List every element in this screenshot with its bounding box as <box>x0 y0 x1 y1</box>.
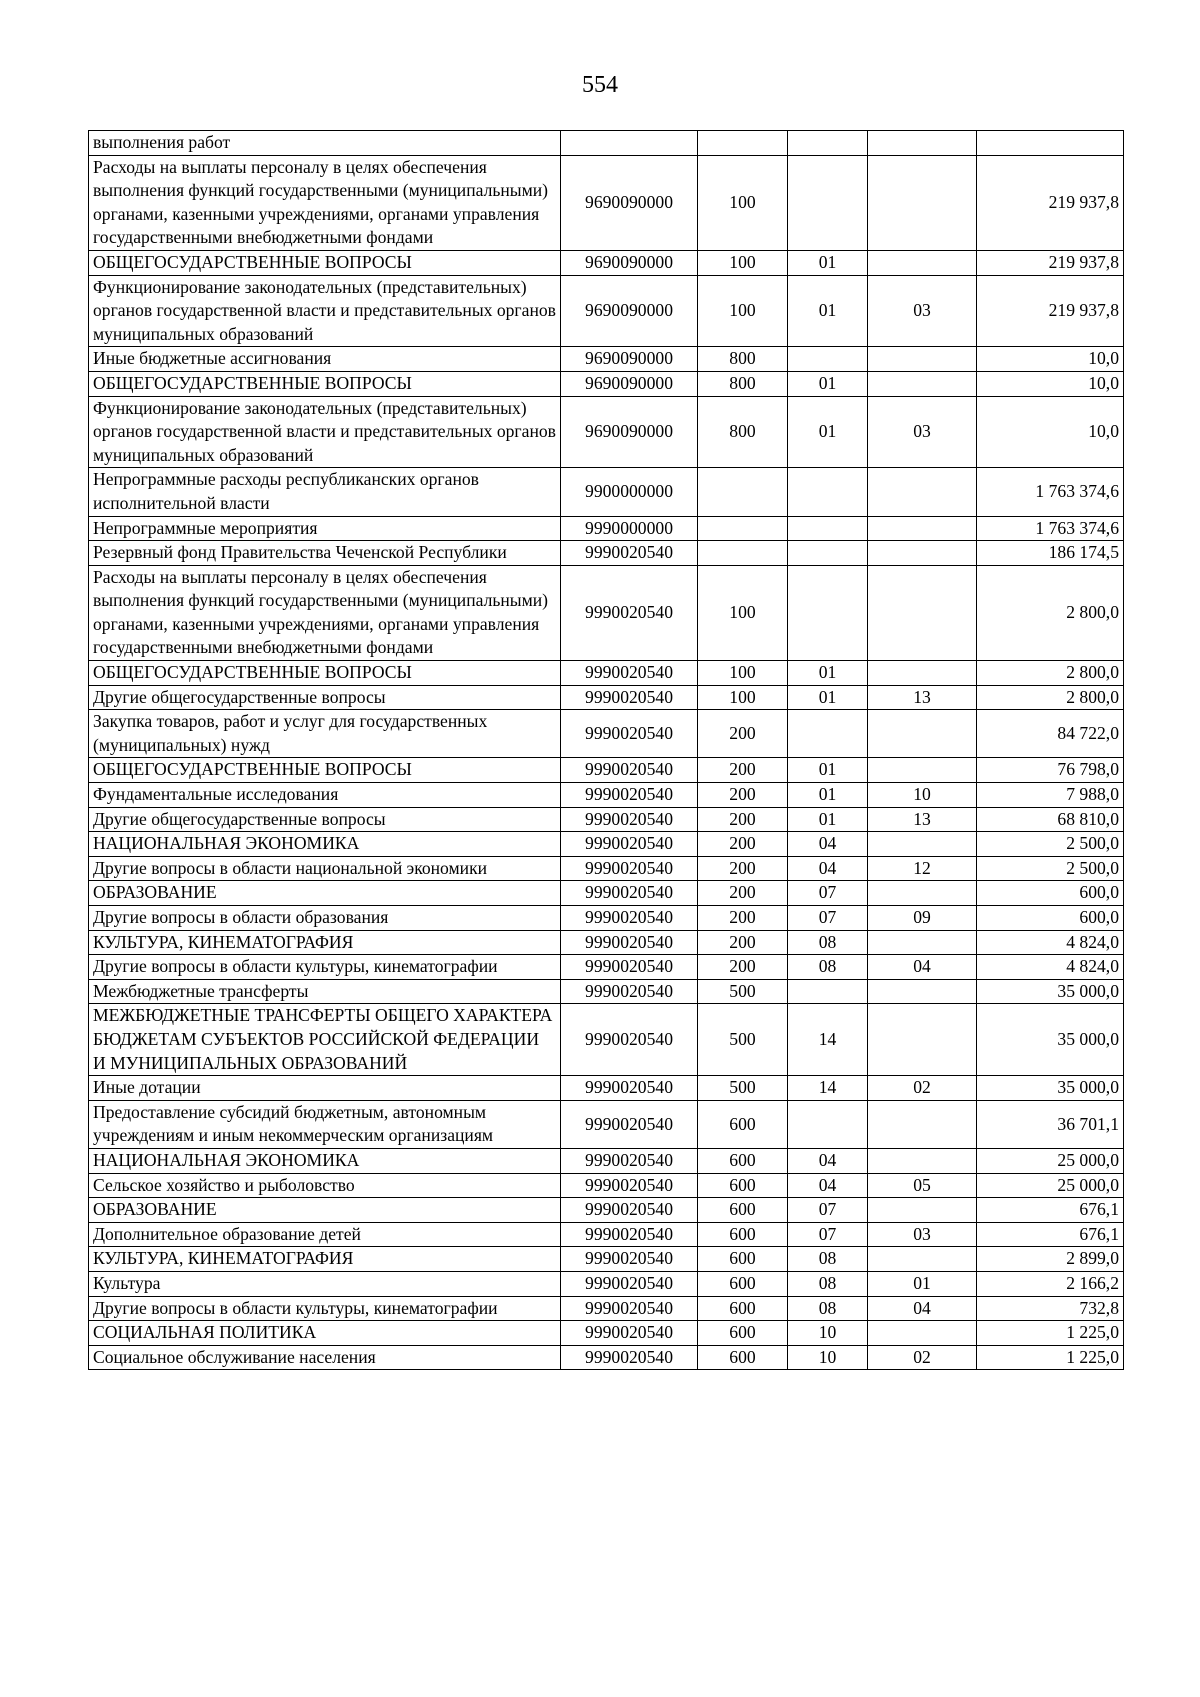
cell-target-article: 9990020540 <box>561 979 698 1004</box>
table-row <box>89 541 1124 566</box>
cell-name: Фундаментальные исследования <box>89 783 561 808</box>
cell-amount: 7 988,0 <box>977 783 1124 808</box>
cell-subsection <box>868 347 977 372</box>
cell-subsection: 10 <box>868 783 977 808</box>
cell-name: ОБЩЕГОСУДАРСТВЕННЫЕ ВОПРОСЫ <box>89 758 561 783</box>
table-row <box>89 1321 1124 1346</box>
cell-section: 01 <box>788 371 868 396</box>
cell-subsection: 13 <box>868 807 977 832</box>
cell-amount: 2 800,0 <box>977 661 1124 686</box>
cell-expense-type: 200 <box>698 758 788 783</box>
cell-subsection <box>868 541 977 566</box>
cell-target-article: 9900000000 <box>561 468 698 516</box>
cell-target-article: 9990020540 <box>561 881 698 906</box>
cell-amount: 10,0 <box>977 396 1124 468</box>
cell-subsection <box>868 1198 977 1223</box>
cell-target-article <box>561 131 698 156</box>
table-row <box>89 516 1124 541</box>
cell-target-article: 9990020540 <box>561 955 698 980</box>
cell-expense-type: 800 <box>698 347 788 372</box>
cell-section: 08 <box>788 955 868 980</box>
cell-expense-type: 100 <box>698 565 788 660</box>
cell-target-article: 9990020540 <box>561 1148 698 1173</box>
cell-subsection <box>868 661 977 686</box>
table-row <box>89 1076 1124 1101</box>
cell-target-article: 9990020540 <box>561 710 698 758</box>
cell-name: Непрограммные мероприятия <box>89 516 561 541</box>
cell-target-article: 9690090000 <box>561 250 698 275</box>
cell-section: 08 <box>788 1247 868 1272</box>
table-row <box>89 661 1124 686</box>
cell-target-article: 9990020540 <box>561 758 698 783</box>
cell-expense-type <box>698 516 788 541</box>
cell-amount: 76 798,0 <box>977 758 1124 783</box>
cell-amount: 2 800,0 <box>977 565 1124 660</box>
cell-target-article: 9990020540 <box>561 565 698 660</box>
table-row <box>89 565 1124 660</box>
cell-subsection: 02 <box>868 1345 977 1370</box>
cell-amount: 68 810,0 <box>977 807 1124 832</box>
cell-subsection <box>868 371 977 396</box>
cell-target-article: 9990020540 <box>561 783 698 808</box>
table-row <box>89 468 1124 516</box>
table-row <box>89 1247 1124 1272</box>
cell-section <box>788 155 868 250</box>
table-row <box>89 758 1124 783</box>
table-row <box>89 832 1124 857</box>
cell-subsection <box>868 1247 977 1272</box>
cell-expense-type: 600 <box>698 1321 788 1346</box>
cell-amount: 600,0 <box>977 906 1124 931</box>
cell-subsection: 04 <box>868 1296 977 1321</box>
table-row <box>89 783 1124 808</box>
cell-name: КУЛЬТУРА, КИНЕМАТОГРАФИЯ <box>89 930 561 955</box>
cell-expense-type: 200 <box>698 710 788 758</box>
table-row <box>89 1004 1124 1076</box>
budget-table <box>88 130 1124 1370</box>
cell-target-article: 9690090000 <box>561 275 698 347</box>
cell-subsection: 13 <box>868 685 977 710</box>
cell-section: 04 <box>788 1173 868 1198</box>
cell-target-article: 9690090000 <box>561 371 698 396</box>
cell-section: 01 <box>788 661 868 686</box>
cell-section: 01 <box>788 275 868 347</box>
table-row <box>89 275 1124 347</box>
cell-target-article: 9990020540 <box>561 685 698 710</box>
table-row <box>89 250 1124 275</box>
cell-subsection <box>868 758 977 783</box>
cell-target-article: 9990020540 <box>561 661 698 686</box>
table-row <box>89 955 1124 980</box>
cell-expense-type: 200 <box>698 783 788 808</box>
cell-target-article: 9990020540 <box>561 930 698 955</box>
cell-expense-type: 600 <box>698 1198 788 1223</box>
cell-name: выполнения работ <box>89 131 561 156</box>
cell-expense-type: 600 <box>698 1100 788 1148</box>
cell-amount: 1 225,0 <box>977 1321 1124 1346</box>
cell-subsection <box>868 131 977 156</box>
cell-amount: 219 937,8 <box>977 155 1124 250</box>
cell-section: 07 <box>788 1198 868 1223</box>
cell-name: КУЛЬТУРА, КИНЕМАТОГРАФИЯ <box>89 1247 561 1272</box>
cell-name: Межбюджетные трансферты <box>89 979 561 1004</box>
cell-subsection <box>868 930 977 955</box>
cell-expense-type: 500 <box>698 1004 788 1076</box>
cell-name: НАЦИОНАЛЬНАЯ ЭКОНОМИКА <box>89 1148 561 1173</box>
cell-subsection: 03 <box>868 1222 977 1247</box>
cell-expense-type: 600 <box>698 1148 788 1173</box>
cell-target-article: 9990020540 <box>561 1296 698 1321</box>
cell-target-article: 9990020540 <box>561 1271 698 1296</box>
table-row <box>89 1173 1124 1198</box>
cell-amount: 2 899,0 <box>977 1247 1124 1272</box>
cell-name: Расходы на выплаты персоналу в целях обеспечения выполнения функций государственными (муниципальными) органами, казенными учреждениями, органами управления государственными внебюджетными фондами <box>89 565 561 660</box>
cell-expense-type: 100 <box>698 275 788 347</box>
table-row <box>89 1198 1124 1223</box>
cell-subsection <box>868 710 977 758</box>
cell-name: Другие вопросы в области национальной экономики <box>89 856 561 881</box>
cell-target-article: 9990020540 <box>561 541 698 566</box>
cell-name: Другие общегосударственные вопросы <box>89 807 561 832</box>
cell-subsection: 03 <box>868 275 977 347</box>
cell-amount: 35 000,0 <box>977 1076 1124 1101</box>
cell-name: Непрограммные расходы республиканских органов исполнительной власти <box>89 468 561 516</box>
cell-section <box>788 347 868 372</box>
cell-target-article: 9990020540 <box>561 1321 698 1346</box>
cell-name: Расходы на выплаты персоналу в целях обеспечения выполнения функций государственными (муниципальными) органами, казенными учреждениями, органами управления государственными внебюджетными фондами <box>89 155 561 250</box>
table-row <box>89 1271 1124 1296</box>
cell-expense-type: 600 <box>698 1271 788 1296</box>
cell-section <box>788 516 868 541</box>
cell-target-article: 9990020540 <box>561 1247 698 1272</box>
cell-amount: 25 000,0 <box>977 1148 1124 1173</box>
cell-amount: 10,0 <box>977 347 1124 372</box>
cell-section <box>788 541 868 566</box>
cell-subsection: 04 <box>868 955 977 980</box>
cell-target-article: 9990020540 <box>561 906 698 931</box>
table-row <box>89 1222 1124 1247</box>
cell-expense-type <box>698 541 788 566</box>
cell-amount: 2 166,2 <box>977 1271 1124 1296</box>
cell-name: ОБЩЕГОСУДАРСТВЕННЫЕ ВОПРОСЫ <box>89 661 561 686</box>
cell-expense-type: 100 <box>698 685 788 710</box>
cell-target-article: 9990020540 <box>561 1100 698 1148</box>
table-row <box>89 131 1124 156</box>
cell-subsection <box>868 468 977 516</box>
cell-expense-type: 800 <box>698 396 788 468</box>
cell-name: Другие вопросы в области культуры, кинематографии <box>89 955 561 980</box>
cell-expense-type: 200 <box>698 955 788 980</box>
cell-subsection <box>868 832 977 857</box>
cell-amount: 2 500,0 <box>977 832 1124 857</box>
cell-subsection <box>868 979 977 1004</box>
cell-subsection: 09 <box>868 906 977 931</box>
cell-section <box>788 565 868 660</box>
cell-expense-type: 600 <box>698 1296 788 1321</box>
cell-amount: 1 225,0 <box>977 1345 1124 1370</box>
page-number: 554 <box>582 72 618 98</box>
cell-amount: 676,1 <box>977 1222 1124 1247</box>
cell-subsection <box>868 1004 977 1076</box>
cell-amount: 1 763 374,6 <box>977 468 1124 516</box>
cell-section: 04 <box>788 856 868 881</box>
cell-name: МЕЖБЮДЖЕТНЫЕ ТРАНСФЕРТЫ ОБЩЕГО ХАРАКТЕРА БЮДЖЕТАМ СУБЪЕКТОВ РОССИЙСКОЙ ФЕДЕРАЦИИ И МУНИЦИПАЛЬНЫХ ОБРАЗОВАНИЙ <box>89 1004 561 1076</box>
cell-name: Функционирование законодательных (представительных) органов государственной власти и представительных органов муниципальных образований <box>89 275 561 347</box>
cell-name: Культура <box>89 1271 561 1296</box>
cell-amount: 2 500,0 <box>977 856 1124 881</box>
cell-target-article: 9690090000 <box>561 347 698 372</box>
cell-section: 07 <box>788 1222 868 1247</box>
cell-target-article: 9990000000 <box>561 516 698 541</box>
cell-amount: 600,0 <box>977 881 1124 906</box>
cell-name: Сельское хозяйство и рыболовство <box>89 1173 561 1198</box>
cell-subsection: 01 <box>868 1271 977 1296</box>
cell-amount: 4 824,0 <box>977 955 1124 980</box>
cell-expense-type: 600 <box>698 1173 788 1198</box>
cell-name: НАЦИОНАЛЬНАЯ ЭКОНОМИКА <box>89 832 561 857</box>
cell-name: Иные бюджетные ассигнования <box>89 347 561 372</box>
table-row <box>89 685 1124 710</box>
cell-name: Предоставление субсидий бюджетным, автономным учреждениям и иным некоммерческим организациям <box>89 1100 561 1148</box>
cell-expense-type: 600 <box>698 1345 788 1370</box>
cell-expense-type: 200 <box>698 930 788 955</box>
cell-name: Другие вопросы в области образования <box>89 906 561 931</box>
cell-amount: 10,0 <box>977 371 1124 396</box>
table-row <box>89 979 1124 1004</box>
budget-table-body <box>89 131 1124 1370</box>
cell-subsection <box>868 1100 977 1148</box>
cell-expense-type: 800 <box>698 371 788 396</box>
cell-name: ОБРАЗОВАНИЕ <box>89 881 561 906</box>
cell-section: 01 <box>788 783 868 808</box>
cell-section <box>788 1100 868 1148</box>
cell-section: 01 <box>788 250 868 275</box>
cell-expense-type: 100 <box>698 661 788 686</box>
cell-amount: 36 701,1 <box>977 1100 1124 1148</box>
cell-amount: 219 937,8 <box>977 250 1124 275</box>
cell-amount: 219 937,8 <box>977 275 1124 347</box>
cell-section: 10 <box>788 1345 868 1370</box>
cell-expense-type: 500 <box>698 979 788 1004</box>
cell-target-article: 9990020540 <box>561 832 698 857</box>
cell-subsection <box>868 155 977 250</box>
cell-expense-type: 500 <box>698 1076 788 1101</box>
cell-subsection <box>868 250 977 275</box>
cell-amount: 35 000,0 <box>977 1004 1124 1076</box>
cell-expense-type <box>698 468 788 516</box>
table-row <box>89 1345 1124 1370</box>
cell-section: 08 <box>788 1296 868 1321</box>
cell-name: Резервный фонд Правительства Чеченской Республики <box>89 541 561 566</box>
cell-section: 07 <box>788 881 868 906</box>
cell-section: 01 <box>788 807 868 832</box>
cell-name: СОЦИАЛЬНАЯ ПОЛИТИКА <box>89 1321 561 1346</box>
cell-section: 08 <box>788 930 868 955</box>
cell-target-article: 9990020540 <box>561 856 698 881</box>
cell-name: Иные дотации <box>89 1076 561 1101</box>
cell-expense-type: 200 <box>698 856 788 881</box>
cell-name: Функционирование законодательных (представительных) органов государственной власти и представительных органов муниципальных образований <box>89 396 561 468</box>
cell-target-article: 9990020540 <box>561 1222 698 1247</box>
cell-name: Другие вопросы в области культуры, кинематографии <box>89 1296 561 1321</box>
cell-subsection: 02 <box>868 1076 977 1101</box>
cell-name: ОБЩЕГОСУДАРСТВЕННЫЕ ВОПРОСЫ <box>89 371 561 396</box>
cell-subsection: 12 <box>868 856 977 881</box>
cell-name: Закупка товаров, работ и услуг для государственных (муниципальных) нужд <box>89 710 561 758</box>
cell-section <box>788 979 868 1004</box>
table-row <box>89 371 1124 396</box>
cell-expense-type: 100 <box>698 250 788 275</box>
cell-name: Другие общегосударственные вопросы <box>89 685 561 710</box>
cell-section: 14 <box>788 1004 868 1076</box>
cell-expense-type: 200 <box>698 807 788 832</box>
cell-subsection <box>868 1148 977 1173</box>
cell-target-article: 9990020540 <box>561 1173 698 1198</box>
cell-name: ОБРАЗОВАНИЕ <box>89 1198 561 1223</box>
cell-section: 10 <box>788 1321 868 1346</box>
cell-amount: 732,8 <box>977 1296 1124 1321</box>
cell-subsection <box>868 881 977 906</box>
cell-section: 08 <box>788 1271 868 1296</box>
cell-amount: 1 763 374,6 <box>977 516 1124 541</box>
cell-target-article: 9990020540 <box>561 1076 698 1101</box>
table-row <box>89 906 1124 931</box>
cell-amount: 2 800,0 <box>977 685 1124 710</box>
cell-target-article: 9990020540 <box>561 1004 698 1076</box>
cell-subsection <box>868 516 977 541</box>
cell-subsection <box>868 565 977 660</box>
table-row <box>89 856 1124 881</box>
cell-name: Социальное обслуживание населения <box>89 1345 561 1370</box>
cell-amount: 25 000,0 <box>977 1173 1124 1198</box>
table-row <box>89 347 1124 372</box>
table-row <box>89 881 1124 906</box>
cell-target-article: 9690090000 <box>561 155 698 250</box>
cell-expense-type: 600 <box>698 1247 788 1272</box>
cell-section <box>788 468 868 516</box>
cell-target-article: 9990020540 <box>561 1345 698 1370</box>
cell-section <box>788 131 868 156</box>
cell-section: 07 <box>788 906 868 931</box>
cell-expense-type: 200 <box>698 881 788 906</box>
cell-amount <box>977 131 1124 156</box>
cell-subsection: 05 <box>868 1173 977 1198</box>
cell-amount: 35 000,0 <box>977 979 1124 1004</box>
cell-section: 04 <box>788 1148 868 1173</box>
cell-name: ОБЩЕГОСУДАРСТВЕННЫЕ ВОПРОСЫ <box>89 250 561 275</box>
cell-amount: 186 174,5 <box>977 541 1124 566</box>
cell-expense-type: 200 <box>698 906 788 931</box>
table-row <box>89 1296 1124 1321</box>
cell-amount: 84 722,0 <box>977 710 1124 758</box>
table-row <box>89 1148 1124 1173</box>
cell-section: 01 <box>788 396 868 468</box>
cell-target-article: 9990020540 <box>561 807 698 832</box>
cell-section: 04 <box>788 832 868 857</box>
table-row <box>89 155 1124 250</box>
cell-section: 14 <box>788 1076 868 1101</box>
cell-target-article: 9990020540 <box>561 1198 698 1223</box>
cell-name: Дополнительное образование детей <box>89 1222 561 1247</box>
cell-expense-type: 100 <box>698 155 788 250</box>
cell-subsection <box>868 1321 977 1346</box>
table-row <box>89 710 1124 758</box>
table-row <box>89 807 1124 832</box>
cell-amount: 4 824,0 <box>977 930 1124 955</box>
cell-expense-type: 600 <box>698 1222 788 1247</box>
table-row <box>89 930 1124 955</box>
cell-section: 01 <box>788 758 868 783</box>
cell-subsection: 03 <box>868 396 977 468</box>
table-row <box>89 1100 1124 1148</box>
cell-expense-type: 200 <box>698 832 788 857</box>
cell-amount: 676,1 <box>977 1198 1124 1223</box>
cell-section <box>788 710 868 758</box>
cell-section: 01 <box>788 685 868 710</box>
cell-expense-type <box>698 131 788 156</box>
table-row <box>89 396 1124 468</box>
cell-target-article: 9690090000 <box>561 396 698 468</box>
